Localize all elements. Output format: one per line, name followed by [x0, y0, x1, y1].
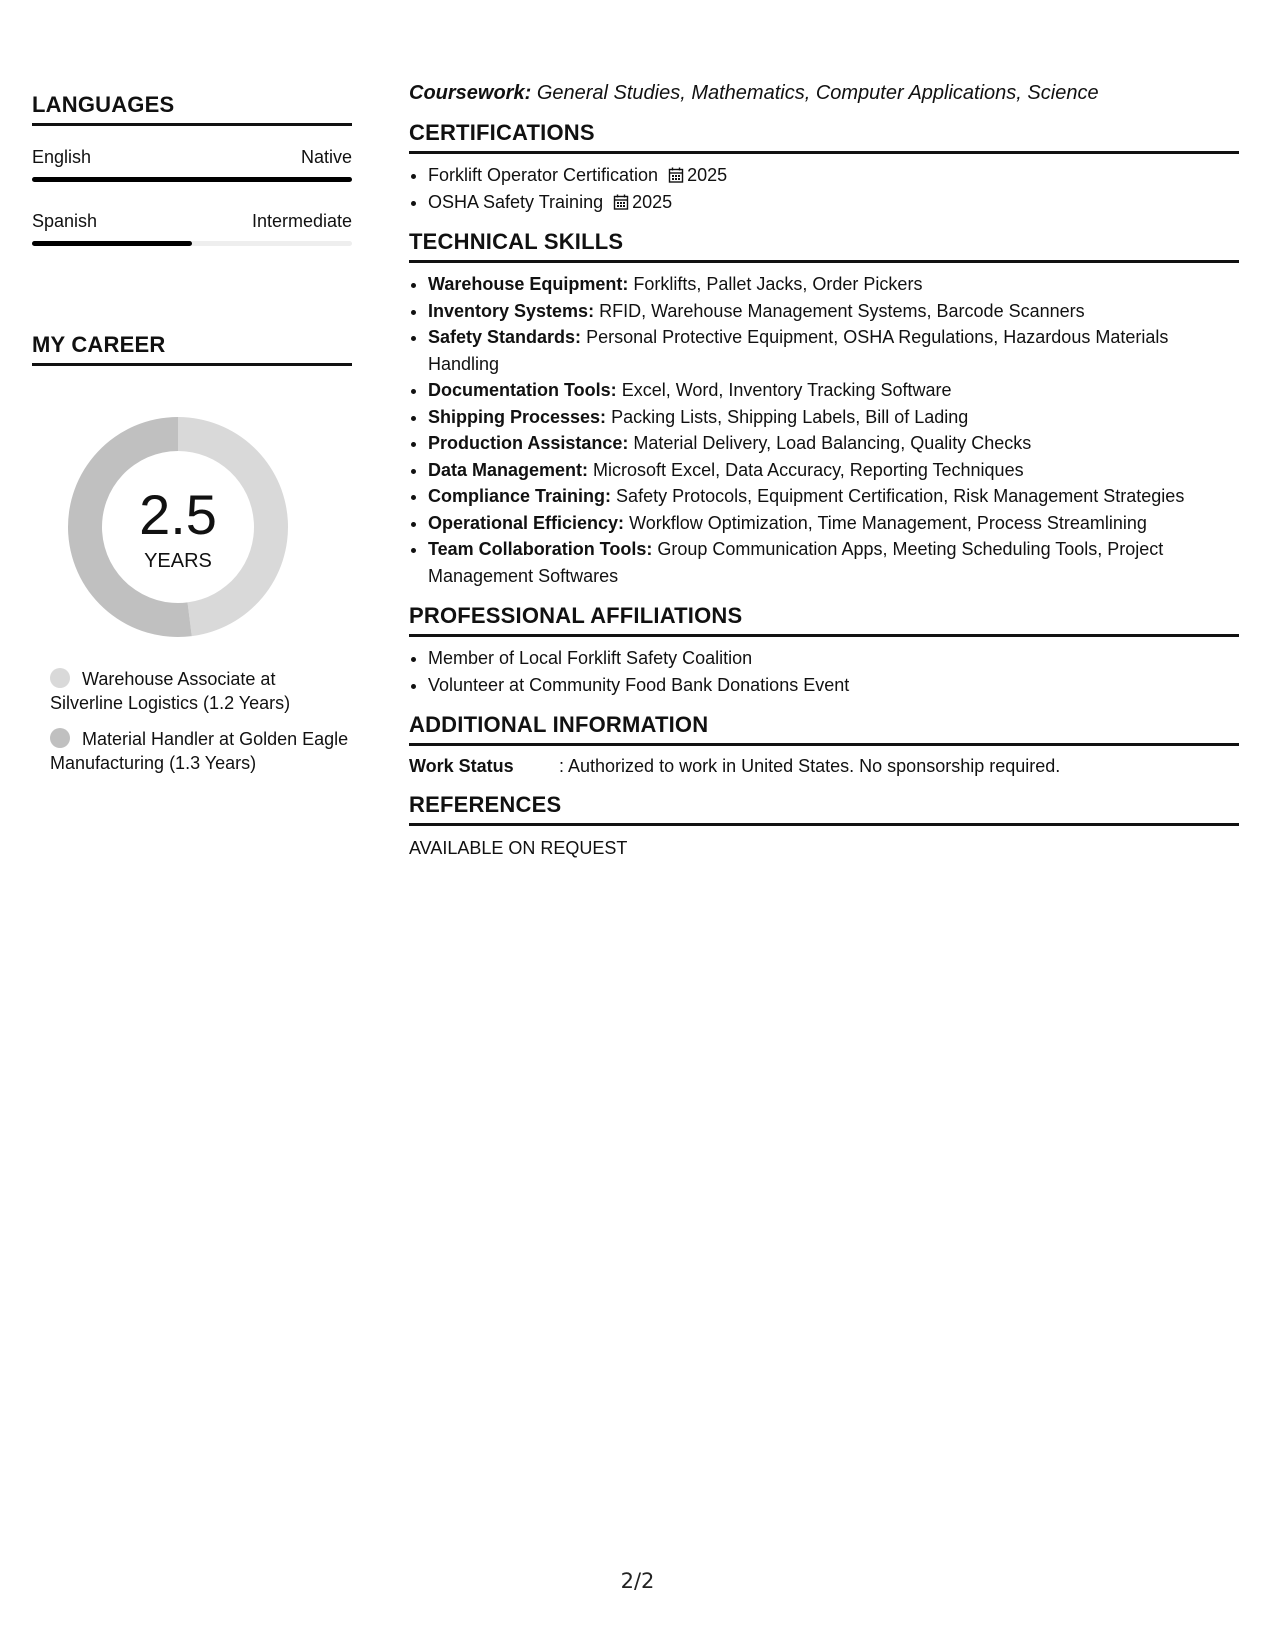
coursework-label: Coursework: — [409, 82, 532, 104]
technical-skills-title: TECHNICAL SKILLS — [409, 229, 624, 254]
skill-item — [428, 271, 1239, 298]
career-total-unit: YEARS — [144, 550, 212, 572]
certification-name: OSHA Safety Training — [428, 191, 604, 212]
skill-value: Microsoft Excel, Data Accuracy, Reporting Techniques — [593, 459, 1024, 480]
section-divider — [409, 743, 1239, 746]
career-legend-label: Warehouse Associate at Silverline Logistics (1.2 Years) — [50, 669, 291, 713]
work-status-value: : Authorized to work in United States. No sponsorship required. — [559, 756, 1061, 776]
skill-value: Workflow Optimization, Time Management, Process Streamlining — [629, 512, 1147, 533]
certification-item — [428, 189, 1239, 216]
calendar-icon — [668, 167, 684, 183]
section-divider — [32, 363, 352, 366]
skill-label: Data Management: — [428, 459, 589, 480]
section-divider — [409, 151, 1239, 154]
language-proficiency-bar — [32, 177, 352, 182]
career-legend-item — [50, 667, 350, 715]
skill-label: Team Collaboration Tools: — [428, 539, 653, 559]
skill-label: Compliance Training: — [428, 486, 612, 506]
career-legend-item — [50, 727, 350, 775]
certification-year: 2025 — [687, 165, 728, 185]
technical-skills-section — [409, 229, 1239, 589]
page-number: 2/2 — [620, 1569, 655, 1593]
main-content — [409, 80, 1239, 860]
career-total-value: 2.5 — [139, 483, 217, 546]
affiliations-list — [409, 645, 1239, 698]
affiliation-item: • Member of Local Forklift Safety Coalition — [428, 645, 1239, 672]
language-item-spanish — [32, 210, 352, 246]
skill-value: Personal Protective Equipment, OSHA Regulations, Hazardous Materials Handling — [428, 327, 1169, 374]
references-text: AVAILABLE ON REQUEST — [409, 838, 628, 858]
skill-label: Warehouse Equipment: — [428, 274, 629, 294]
certifications-section — [409, 120, 1239, 215]
work-status-row — [409, 754, 1239, 778]
languages-section — [32, 92, 352, 246]
skill-value: Excel, Word, Inventory Tracking Software — [621, 380, 952, 400]
technical-skills-list — [409, 271, 1239, 589]
certifications-title: CERTIFICATIONS — [409, 120, 595, 145]
calendar-icon — [613, 194, 629, 210]
language-proficiency-fill — [32, 241, 192, 246]
section-divider — [32, 123, 352, 126]
skill-item — [428, 404, 1239, 431]
language-level: Native — [300, 147, 352, 167]
additional-info-section — [409, 712, 1239, 778]
skill-item — [428, 377, 1239, 404]
skill-item — [428, 483, 1239, 510]
section-divider — [409, 634, 1239, 637]
skill-value: Group Communication Apps, Meeting Scheduling Tools, Project Management Softwares — [428, 539, 1164, 586]
skill-item — [428, 324, 1239, 377]
section-divider — [409, 260, 1239, 263]
certification-name: Forklift Operator Certification — [428, 165, 659, 185]
skill-label: Inventory Systems: — [428, 300, 595, 321]
skill-value: Safety Protocols, Equipment Certification, Risk Management Strategies — [616, 486, 1185, 506]
language-level: Intermediate — [251, 211, 352, 231]
section-divider — [409, 823, 1239, 826]
language-item-english — [32, 146, 352, 182]
references-section — [409, 792, 1239, 860]
language-proficiency-fill — [32, 177, 352, 182]
additional-info-title: ADDITIONAL INFORMATION — [409, 712, 709, 737]
affiliations-title: PROFESSIONAL AFFILIATIONS — [409, 603, 743, 628]
language-name: English — [32, 147, 92, 167]
certifications-list — [409, 162, 1239, 215]
references-title: REFERENCES — [409, 792, 562, 817]
career-section — [32, 332, 352, 366]
career-donut-chart — [66, 415, 290, 639]
language-name: Spanish — [32, 211, 98, 231]
skill-label: Production Assistance: — [428, 433, 629, 453]
skill-label: Operational Efficiency: — [428, 512, 625, 533]
work-status-label: Work Status — [409, 756, 514, 776]
affiliations-section — [409, 603, 1239, 698]
coursework-line — [409, 80, 1239, 106]
coursework-value: General Studies, Mathematics, Computer Applications, Science — [536, 82, 1099, 104]
skill-item — [428, 298, 1239, 325]
certification-item — [428, 162, 1239, 189]
skill-value: Packing Lists, Shipping Labels, Bill of Lading — [611, 406, 969, 427]
affiliation-item: • Volunteer at Community Food Bank Donations Event — [428, 672, 1239, 699]
career-legend — [50, 667, 350, 787]
legend-dot-icon — [50, 728, 70, 748]
skill-label: Safety Standards: — [428, 327, 582, 347]
language-proficiency-bar — [32, 241, 352, 246]
skill-value: Forklifts, Pallet Jacks, Order Pickers — [633, 274, 923, 294]
skill-item — [428, 536, 1239, 589]
career-title: MY CAREER — [32, 332, 166, 357]
skill-item — [428, 430, 1239, 457]
skill-value: Material Delivery, Load Balancing, Quality Checks — [633, 433, 1032, 453]
skill-item — [428, 457, 1239, 484]
career-legend-label: Material Handler at Golden Eagle Manufacturing (1.3 Years) — [50, 729, 349, 773]
skill-value: RFID, Warehouse Management Systems, Barcode Scanners — [599, 300, 1085, 321]
languages-title: LANGUAGES — [32, 92, 175, 117]
sidebar — [32, 92, 352, 773]
skill-item — [428, 510, 1239, 537]
skill-label: Shipping Processes: — [428, 406, 607, 427]
certification-year: 2025 — [632, 191, 673, 212]
legend-dot-icon — [50, 668, 70, 688]
skill-label: Documentation Tools: — [428, 380, 617, 400]
